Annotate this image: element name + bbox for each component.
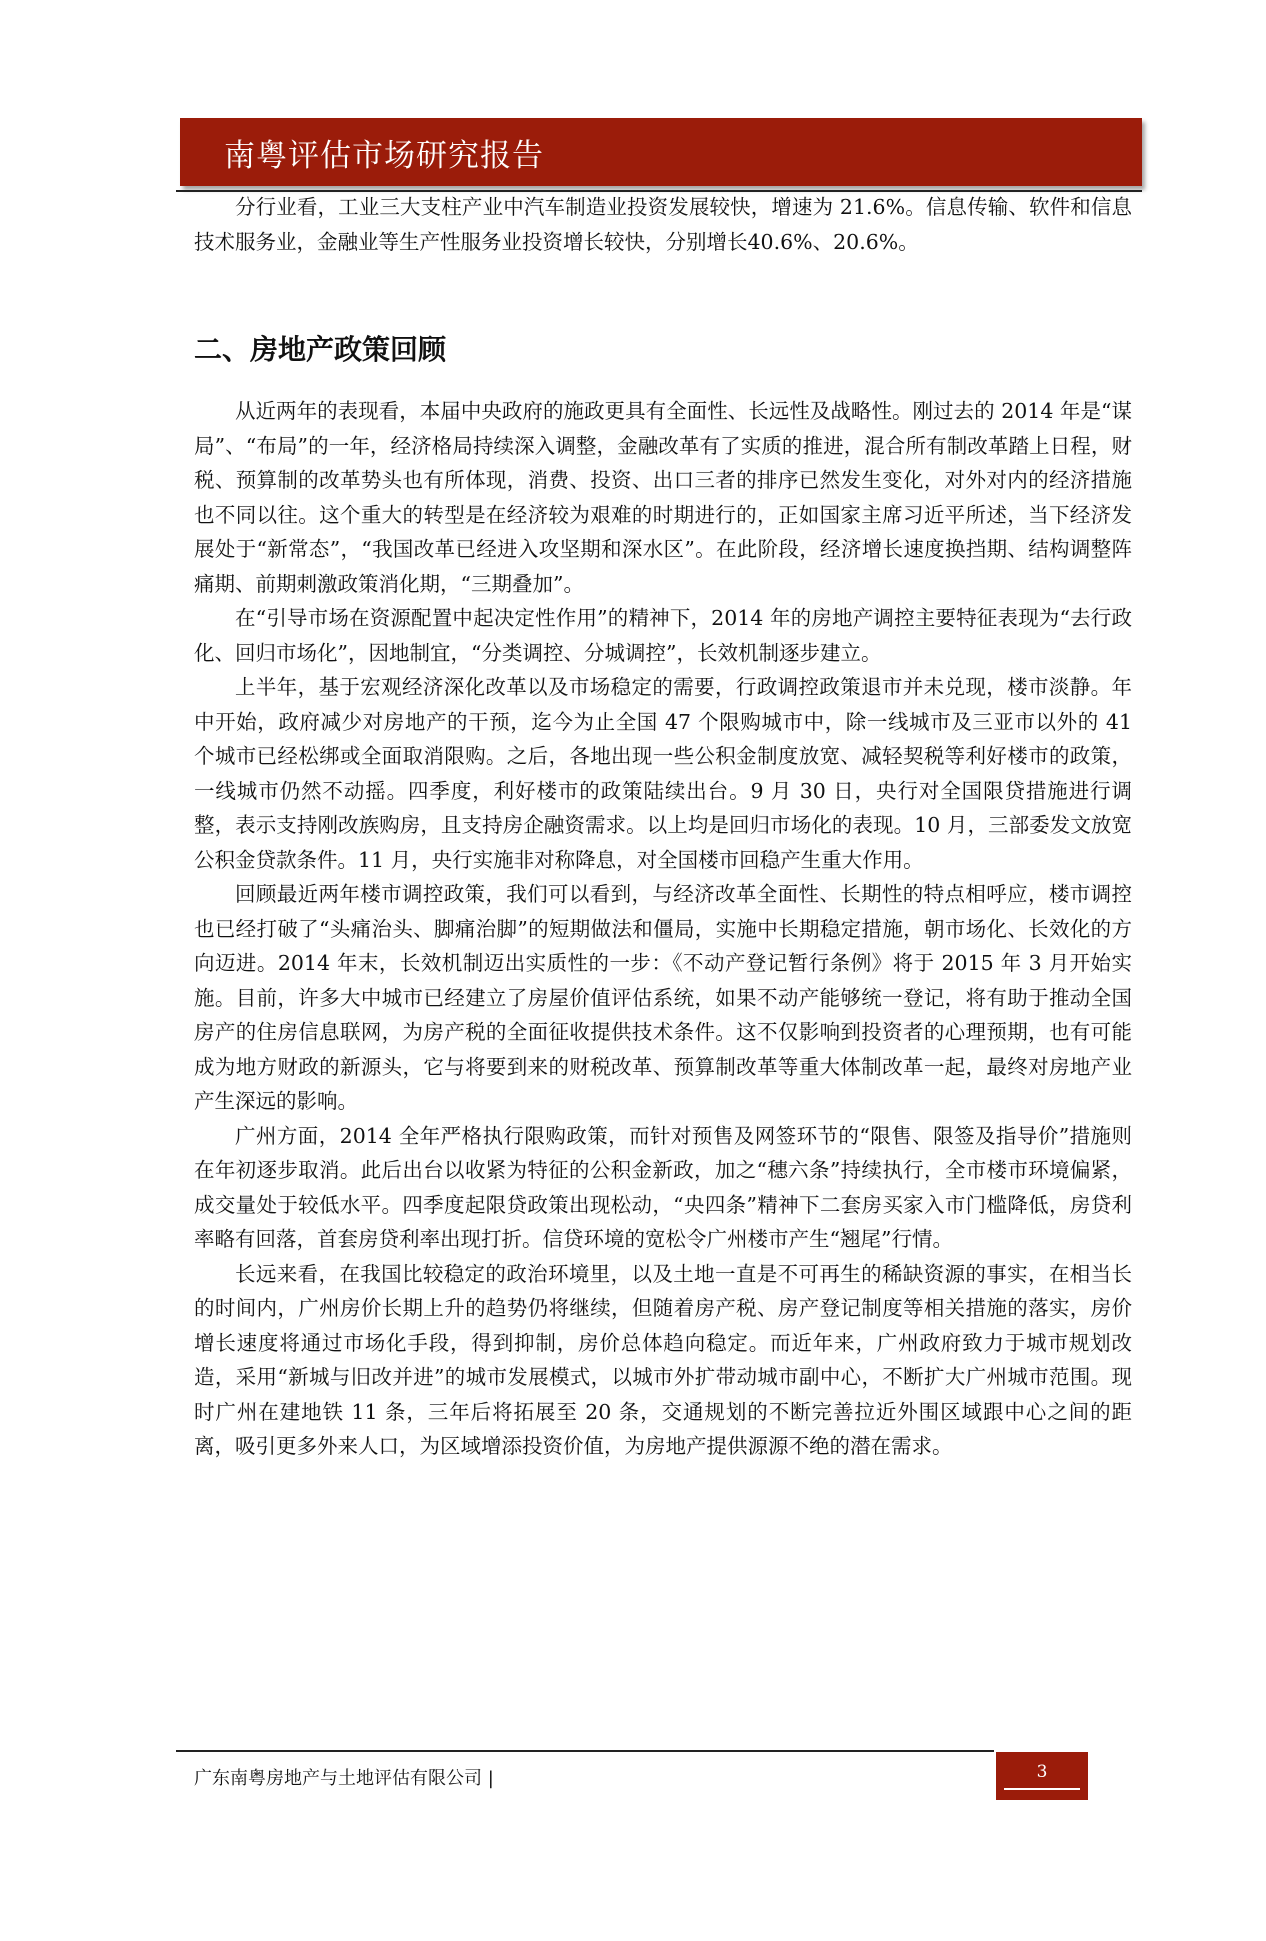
page-number-box — [996, 1752, 1088, 1800]
intro-text — [194, 190, 1132, 259]
report-title: 南粤评估市场研究报告 — [224, 138, 544, 174]
paragraph-4: 回顾最近两年楼市调控政策，我们可以看到，与经济改革全面性、长期性的特点相呼应，楼市调控也已经打破了“头痛治头、脚痛治脚”的短期做法和僵局，实施中长期稳定措施，朝市场化、长效化的方向迈进。2014 年末，长效机制迈出实质性的一步：《不动产登记暂行条例》将于 2015 年 3 月开始实施。目前，许多大中城市已经建立了房屋价值评估系统，如果不动产能够统一登记，将有助于推动全国房产的住房信息联网，为房产税的全面征收提供技术条件。这不仅影响到投资者的心理预期，也有可能成为地方财政的新源头，它与将要到来的财税改革、预算制改革等重大体制改革一起，最终对房地产业产生深远的影响。 — [194, 882, 1132, 1113]
paragraph-2: 在“引导市场在资源配置中起决定性作用”的精神下，2014 年的房地产调控主要特征表现为“去行政化、回归市场化”，因地制宜，“分类调控、分城调控”，长效机制逐步建立。 — [194, 606, 1132, 665]
paragraph-5: 广州方面，2014 全年严格执行限购政策，而针对预售及网签环节的“限售、限签及指导价”措施则在年初逐步取消。此后出台以收紧为特征的公积金新政，加之“穗六条”持续执行，全市楼市环境偏紧，成交量处于较低水平。四季度起限贷政策出现松动，“央四条”精神下二套房买家入市门槛降低，房贷利率略有回落，首套房贷利率出现打折。信贷环境的宽松令广州楼市产生“翘尾”行情。 — [194, 1123, 1132, 1251]
section-body — [194, 394, 1132, 1464]
paragraph-1: 从近两年的表现看，本届中央政府的施政更具有全面性、长远性及战略性。刚过去的 2014 年是“谋局”、“布局”的一年，经济格局持续深入调整，金融改革有了实质的推进，混合所有制改革踏上日程，财税、预算制的改革势头也有所体现，消费、投资、出口三者的排序已然发生变化，对外对内的经济措施也不同以往。这个重大的转型是在经济较为艰难的时期进行的，正如国家主席习近平所述，当下经济发展处于“新常态”，“我国改革已经进入攻坚期和深水区”。在此阶段，经济增长速度换挡期、结构调整阵痛期、前期刺激政策消化期，“三期叠加”。 — [194, 399, 1132, 596]
footer-divider — [176, 1750, 994, 1752]
section-heading: 二、房地产政策回顾 — [194, 333, 447, 366]
intro-paragraph: 分行业看，工业三大支柱产业中汽车制造业投资发展较快，增速为 21.6%。信息传输、软件和信息技术服务业，金融业等生产性服务业投资增长较快，分别增长40.6%、20.6%。 — [194, 195, 1132, 254]
header-band — [180, 118, 1142, 186]
page-number-underline — [1004, 1788, 1080, 1790]
paragraph-6: 长远来看，在我国比较稳定的政治环境里，以及土地一直是不可再生的稀缺资源的事实，在相当长的时间内，广州房价长期上升的趋势仍将继续，但随着房产税、房产登记制度等相关措施的落实，房价增长速度将通过市场化手段，得到抑制，房价总体趋向稳定。而近年来，广州政府致力于城市规划改造，采用“新城与旧改并进”的城市发展模式，以城市外扩带动城市副中心，不断扩大广州城市范围。现时广州在建地铁 11 条，三年后将拓展至 20 条，交通规划的不断完善拉近外围区域跟中心之间的距离，吸引更多外来人口，为区域增添投资价值，为房地产提供源源不绝的潜在需求。 — [194, 1261, 1132, 1458]
footer-company: 广东南粤房地产与土地评估有限公司 | — [194, 1768, 494, 1789]
page-number: 3 — [1036, 1762, 1048, 1782]
paragraph-3: 上半年，基于宏观经济深化改革以及市场稳定的需要，行政调控政策退市并未兑现，楼市淡静。年中开始，政府减少对房地产的干预，迄今为止全国 47 个限购城市中，除一线城市及三亚市以外的 41 个城市已经松绑或全面取消限购。之后，各地出现一些公积金制度放宽、减轻契税等利好楼市的政策，一线城市仍然不动摇。四季度，利好楼市的政策陆续出台。9 月 30 日，央行对全国限贷措施进行调整，表示支持刚改族购房，且支持房企融资需求。以上均是回归市场化的表现。10 月，三部委发文放宽公积金贷款条件。11 月，央行实施非对称降息，对全国楼市回稳产生重大作用。 — [194, 675, 1132, 872]
